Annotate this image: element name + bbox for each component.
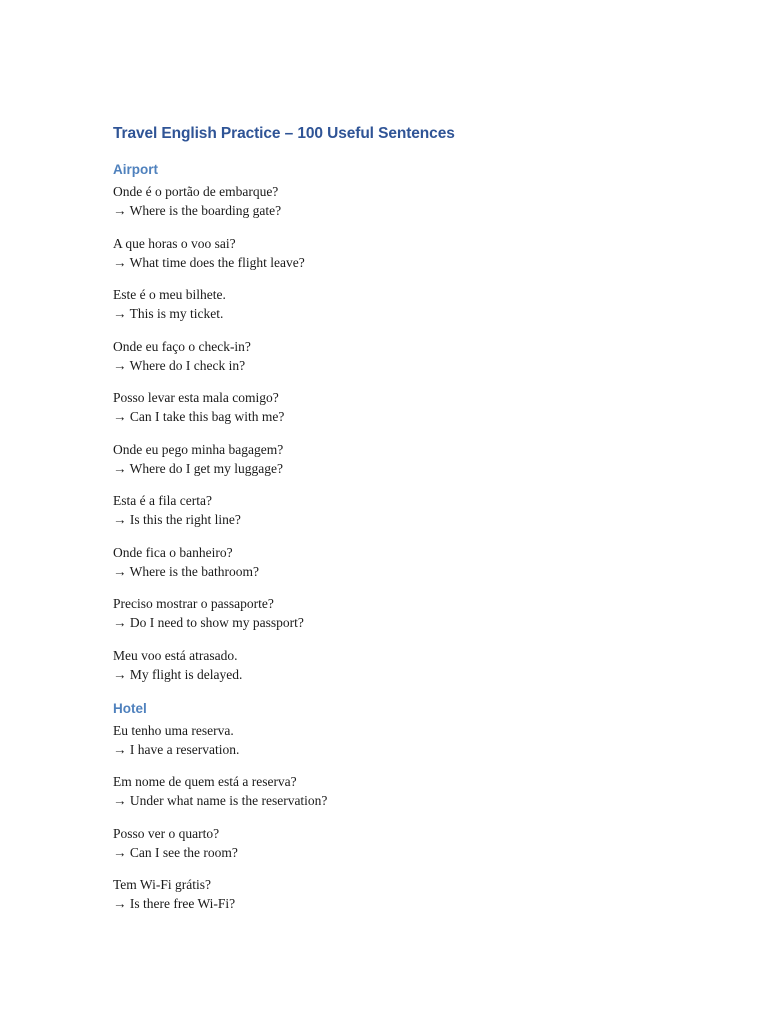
sentence-pair [113, 234, 713, 272]
english-translation: → This is my ticket. [113, 306, 224, 321]
english-translation: → I have a reservation. [113, 741, 240, 757]
portuguese-sentence: Posso levar esta mala comigo? [113, 390, 279, 405]
document-title: Travel English Practice – 100 Useful Sentences [113, 125, 455, 142]
portuguese-sentence: Tem Wi-Fi grátis? [113, 877, 211, 892]
portuguese-sentence: Em nome de quem está a reserva? [113, 774, 297, 789]
english-translation: → Under what name is the reservation? [113, 793, 328, 808]
sentence-pair [113, 388, 713, 426]
english-translation: → Where is the bathroom? [113, 563, 259, 579]
sentence-pair [113, 875, 713, 913]
sentence-pair [113, 824, 713, 862]
portuguese-sentence: Preciso mostrar o passaporte? [113, 596, 274, 611]
english-translation: → Do I need to show my passport? [113, 615, 304, 630]
portuguese-sentence: Onde eu faço o check-in? [113, 338, 251, 354]
english-translation: → Can I take this bag with me? [113, 409, 285, 424]
english-translation: → Where do I get my luggage? [113, 460, 283, 476]
portuguese-sentence: Este é o meu bilhete. [113, 287, 226, 302]
sections-container [113, 161, 713, 913]
portuguese-sentence: A que horas o voo sai? [113, 235, 236, 251]
section-airport [113, 161, 713, 684]
english-translation: → Is there free Wi-Fi? [113, 896, 236, 911]
sentence-pair [113, 440, 713, 478]
portuguese-sentence: Esta é a fila certa? [113, 493, 212, 508]
sentence-pair [113, 646, 713, 684]
portuguese-sentence: Eu tenho uma reserva. [113, 722, 234, 738]
section-heading: Airport [113, 162, 158, 177]
portuguese-sentence: Onde é o portão de embarque? [113, 184, 279, 199]
portuguese-sentence: Posso ver o quarto? [113, 825, 220, 841]
sentence-pair [113, 337, 713, 375]
sentence-pair [113, 721, 713, 759]
document-body [113, 124, 713, 913]
sentence-pair [113, 285, 713, 323]
portuguese-sentence: Onde fica o banheiro? [113, 544, 233, 560]
english-translation: → What time does the flight leave? [113, 254, 305, 270]
section-hotel [113, 700, 713, 914]
sentence-pair [113, 491, 713, 529]
portuguese-sentence: Meu voo está atrasado. [113, 647, 238, 663]
english-translation: → Can I see the room? [113, 844, 238, 860]
english-translation: → Where is the boarding gate? [113, 203, 282, 218]
sentence-pair [113, 594, 713, 632]
sentence-pair [113, 543, 713, 581]
section-heading: Hotel [113, 700, 147, 716]
sentence-pair [113, 772, 713, 810]
sentence-pair [113, 182, 713, 220]
english-translation: → Is this the right line? [113, 512, 241, 527]
portuguese-sentence: Onde eu pego minha bagagem? [113, 441, 284, 457]
english-translation: → My flight is delayed. [113, 666, 243, 682]
english-translation: → Where do I check in? [113, 357, 246, 373]
